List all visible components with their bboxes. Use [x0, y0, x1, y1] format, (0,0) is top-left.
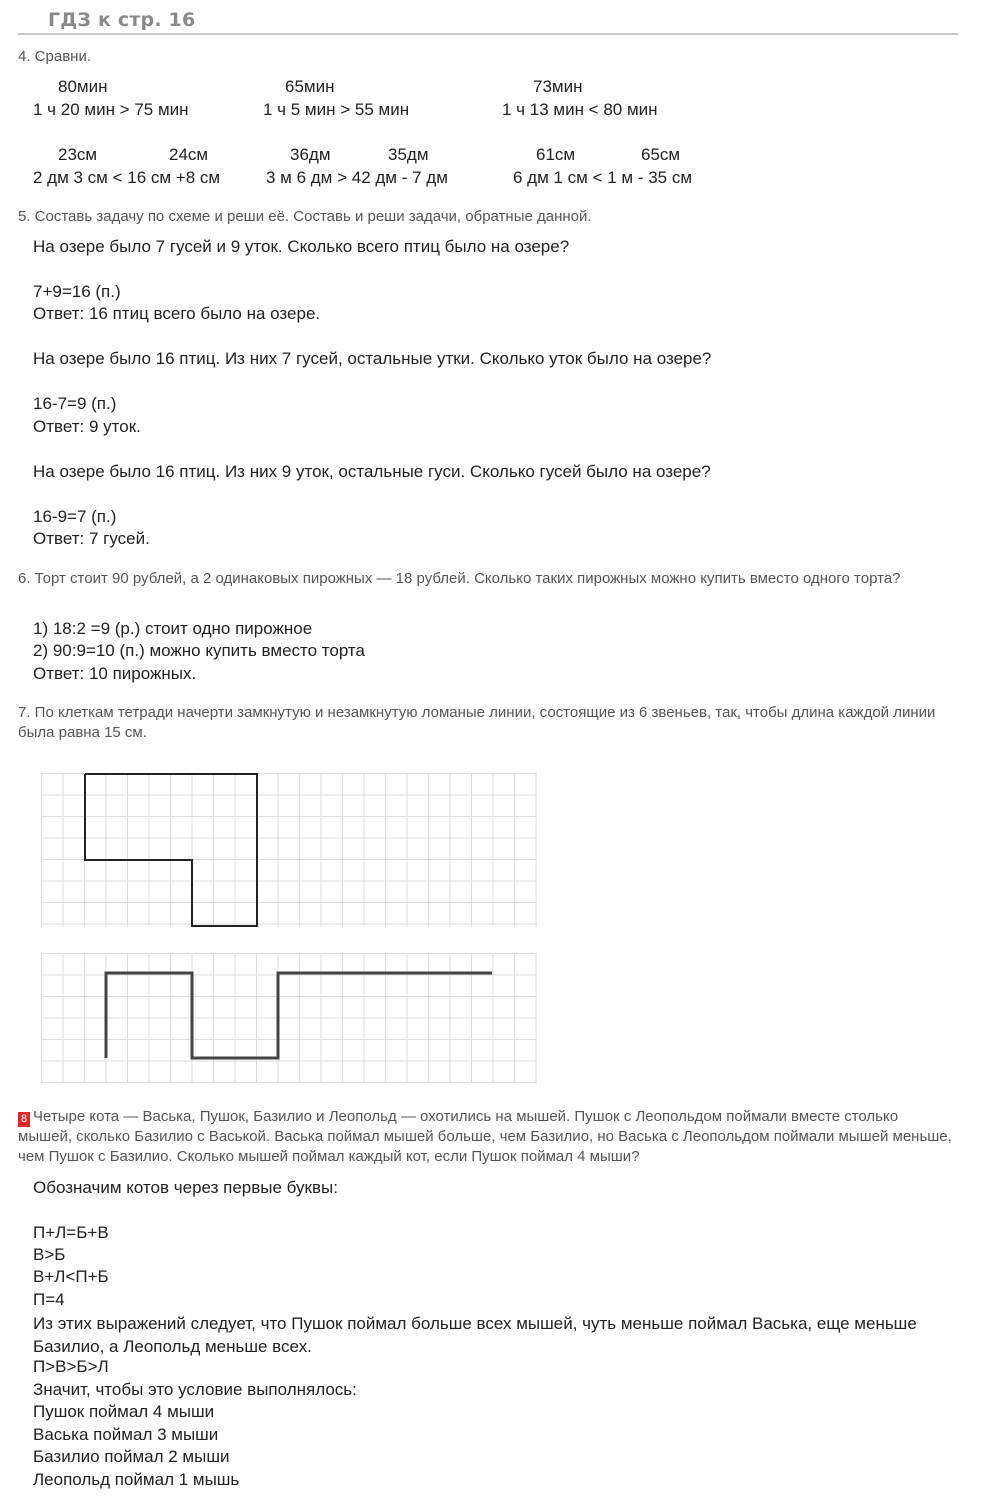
task8-line: В+Л<П+Б	[33, 1267, 109, 1286]
task4-hint: 35дм	[388, 145, 429, 164]
task5-line: На озере было 16 птиц. Из них 9 уток, остальные гуси. Сколько гусей было на озере?	[33, 462, 711, 481]
task-number-badge: 8	[18, 1112, 30, 1127]
task8-line: Пушок поймал 4 мыши	[33, 1402, 215, 1421]
task8-line: П=4	[33, 1290, 65, 1309]
task5-line: Ответ: 9 уток.	[33, 417, 141, 436]
task4-hint: 61см	[536, 145, 576, 164]
task6-line: Ответ: 10 пирожных.	[33, 664, 197, 683]
task4-hint: 80мин	[58, 77, 108, 96]
task5-line: 7+9=16 (п.)	[33, 282, 121, 301]
task8-line: Базилио поймал 2 мыши	[33, 1447, 230, 1466]
task8-line: П+Л=Б+В	[33, 1223, 109, 1242]
task5-line: Ответ: 7 гусей.	[33, 529, 150, 548]
task8-line: Леопольд поймал 1 мышь	[33, 1470, 240, 1489]
task4-expression: 1 ч 5 мин > 55 мин	[263, 100, 410, 119]
task7-question: 7. По клеткам тетради начерти замкнутую и незамкнутую ломаные линии, состоящие из 6 звеньев, так, чтобы длина каждой линии была равна 15 см.	[18, 704, 936, 741]
header-divider	[18, 33, 958, 35]
task8-line: Васька поймал 3 мыши	[33, 1425, 219, 1444]
task4-expression: 1 ч 20 мин > 75 мин	[33, 100, 189, 119]
task5-line: На озере было 16 птиц. Из них 7 гусей, остальные утки. Сколько уток было на озере?	[33, 349, 712, 368]
task4-hint: 24см	[169, 145, 209, 164]
task4-expression: 1 ч 13 мин < 80 мин	[502, 100, 658, 119]
task4-hint: 65мин	[285, 77, 335, 96]
task8-question	[18, 1107, 953, 1167]
task4-hint: 65см	[641, 145, 681, 164]
task5-line: 16-9=7 (п.)	[33, 507, 117, 526]
task6-question: 6. Торт стоит 90 рублей, а 2 одинаковых пирожных — 18 рублей. Сколько таких пирожных можно купить вместо одного торта?	[18, 570, 901, 587]
task4-expression: 6 дм 1 см < 1 м - 35 см	[513, 168, 693, 187]
task4-expression: 3 м 6 дм > 42 дм - 7 дм	[266, 168, 448, 187]
task5-line: 16-7=9 (п.)	[33, 394, 117, 413]
task8-line: Значит, чтобы это условие выполнялось:	[33, 1380, 357, 1399]
task8-line: П>В>Б>Л	[33, 1357, 109, 1376]
task5-question: 5. Составь задачу по схеме и реши её. Составь и реши задачи, обратные данной.	[18, 208, 592, 225]
task8-question-text: Четыре кота — Васька, Пушок, Базилио и Леопольд — охотились на мышей. Пушок с Леопольдом поймали вместе столько мышей, сколько Базилио с Васькой. Васька поймал мышей больше, чем Базилио, но Васька с Леопольдом поймали мышей меньше, чем Пушок с Базилио. Сколько мышей поймал каждый кот, если Пушок поймал 4 мыши?	[18, 1108, 952, 1165]
task6-line: 2) 90:9=10 (п.) можно купить вместо торта	[33, 641, 365, 660]
task6-line: 1) 18:2 =9 (р.) стоит одно пирожное	[33, 619, 313, 638]
task8-line: Обозначим котов через первые буквы:	[33, 1178, 338, 1197]
task8-line: Из этих выражений следует, что Пушок поймал больше всех мышей, чуть меньше поймал Васька, еще меньше Базилио, а Леопольд меньше всех.	[33, 1314, 917, 1356]
task8-line: В>Б	[33, 1245, 66, 1264]
task4-question: 4. Сравни.	[18, 48, 91, 65]
task4-hint: 23см	[58, 145, 98, 164]
open-polyline-grid	[41, 953, 537, 1083]
task5-line: На озере было 7 гусей и 9 уток. Сколько всего птиц было на озере?	[33, 237, 570, 256]
page-title: ГДЗ к стр. 16	[48, 9, 196, 31]
grid-lines	[41, 773, 537, 927]
task4-hint: 36дм	[290, 145, 331, 164]
task5-line: Ответ: 16 птиц всего было на озере.	[33, 304, 321, 323]
closed-polyline-grid	[41, 773, 537, 927]
task4-hint: 73мин	[533, 77, 583, 96]
task4-expression: 2 дм 3 см < 16 см +8 см	[33, 168, 221, 187]
